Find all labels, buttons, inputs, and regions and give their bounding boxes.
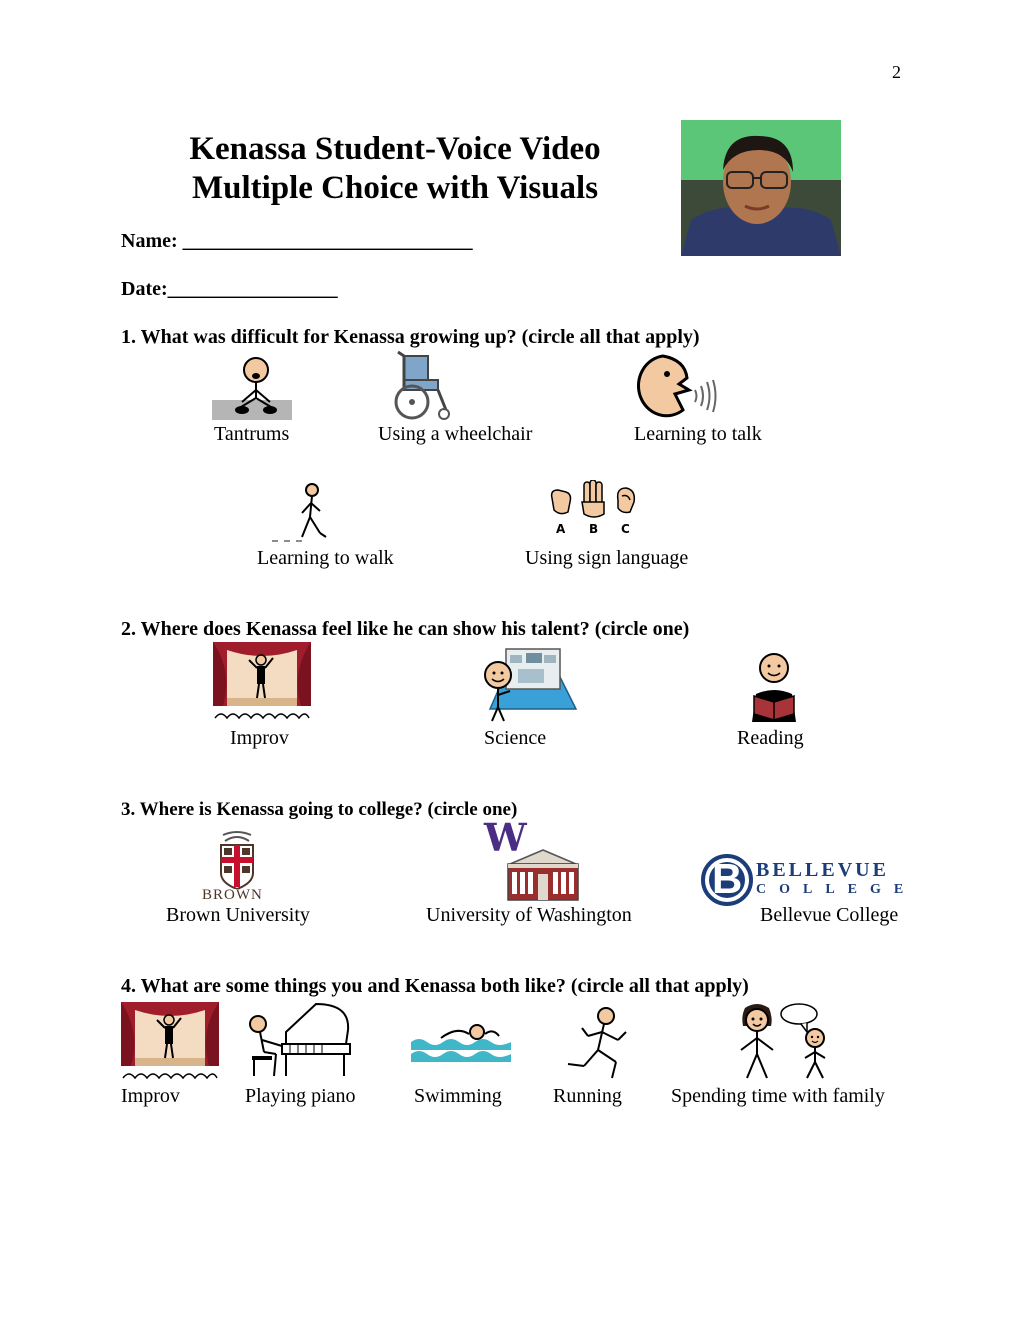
walking-icon[interactable] (272, 481, 332, 543)
question-3: 3. Where is Kenassa going to college? (circle one) (121, 799, 518, 820)
option-wheelchair[interactable]: Using a wheelchair (378, 423, 533, 445)
bellevue-b-letter: B (712, 855, 743, 902)
wheelchair-icon[interactable] (390, 350, 452, 422)
page-title-line1: Kenassa Student-Voice Video (189, 131, 601, 167)
date-field[interactable]: Date:_________________ (121, 278, 338, 300)
running-icon[interactable] (566, 1006, 630, 1082)
option-learning-to-talk[interactable]: Learning to talk (634, 423, 762, 445)
brown-shield-logo[interactable] (219, 829, 255, 889)
name-field[interactable]: Name: _____________________________ (121, 230, 473, 252)
uw-w-logo: W (484, 815, 527, 860)
piano-icon[interactable] (246, 1002, 352, 1080)
question-4: 4. What are some things you and Kenassa both like? (circle all that apply) (121, 975, 749, 997)
option-reading[interactable]: Reading (737, 727, 804, 749)
science-fair-icon[interactable] (480, 647, 578, 723)
option-playing-piano[interactable]: Playing piano (245, 1085, 356, 1107)
sign-letter-a: A (556, 522, 566, 536)
stage-performer-icon[interactable] (213, 642, 311, 722)
university-building-icon[interactable] (506, 848, 580, 902)
option-university-of-washington[interactable]: University of Washington (426, 904, 632, 926)
page-number: 2 (892, 62, 901, 82)
option-sign-language[interactable]: Using sign language (525, 547, 689, 569)
family-icon[interactable] (731, 1002, 831, 1080)
question-2: 2. Where does Kenassa feel like he can show his talent? (circle one) (121, 618, 690, 640)
option-brown-university[interactable]: Brown University (166, 904, 310, 926)
option-learning-to-walk[interactable]: Learning to walk (257, 547, 394, 569)
sign-letter-c: C (621, 522, 630, 536)
bellevue-college-wordmark: COLLEGE (756, 882, 917, 897)
reading-icon[interactable] (742, 650, 804, 724)
sign-letter-b: B (589, 522, 599, 536)
option-improv-q4[interactable]: Improv (121, 1085, 180, 1107)
bellevue-wordmark: BELLEVUE (756, 859, 889, 881)
option-science[interactable]: Science (484, 727, 547, 749)
swimming-icon[interactable] (411, 1022, 511, 1066)
talking-head-icon[interactable] (633, 354, 719, 418)
option-improv-q2[interactable]: Improv (230, 727, 289, 749)
student-photo (681, 120, 841, 256)
option-bellevue-college[interactable]: Bellevue College (760, 904, 899, 926)
tantrum-icon[interactable] (212, 354, 294, 422)
option-tantrums[interactable]: Tantrums (214, 423, 290, 445)
brown-logo-text: BROWN (202, 887, 263, 903)
question-1: 1. What was difficult for Kenassa growing up? (circle all that apply) (121, 326, 700, 348)
option-swimming[interactable]: Swimming (414, 1085, 502, 1107)
stage-performer-icon-q4[interactable] (121, 1002, 219, 1082)
page-title-line2: Multiple Choice with Visuals (191, 170, 599, 206)
option-spending-time-with-family[interactable]: Spending time with family (671, 1085, 885, 1107)
option-running[interactable]: Running (553, 1085, 622, 1107)
